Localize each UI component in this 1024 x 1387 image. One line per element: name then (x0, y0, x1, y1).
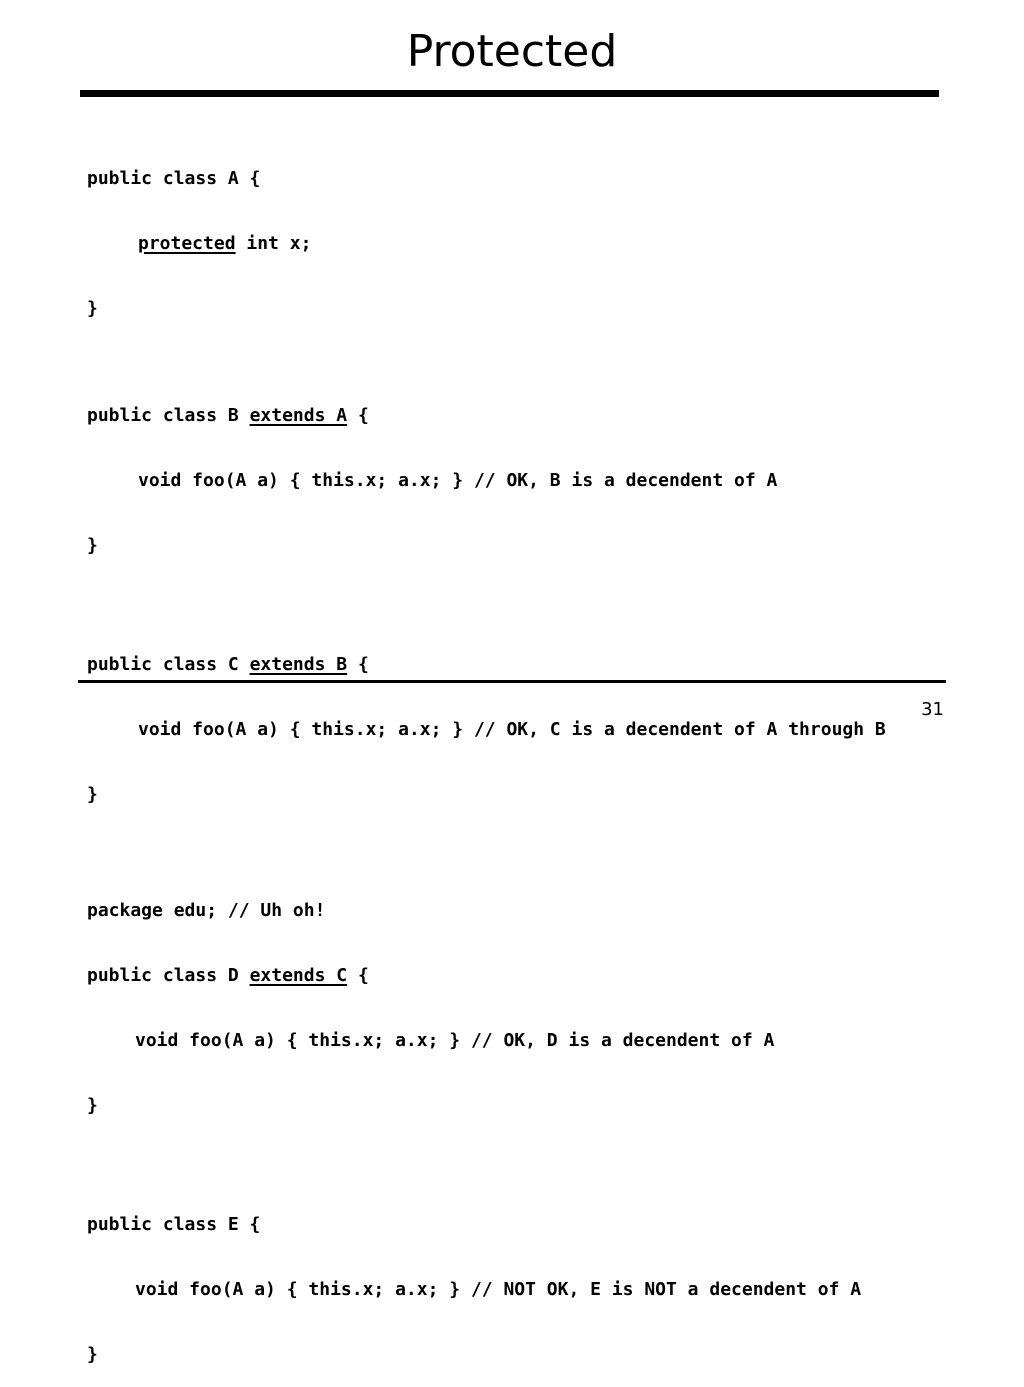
class-d-header-end: { (347, 965, 369, 986)
page-number: 31 (921, 699, 944, 720)
class-e-body: void foo(A a) { this.x; a.x; } // NOT OK, E is NOT a decendent of A (135, 1279, 862, 1300)
class-b-header-end: { (347, 405, 369, 426)
class-e-header: public class E { (87, 1214, 261, 1235)
class-b-header-start: public class B (87, 405, 250, 426)
class-a-header: public class A { (87, 168, 261, 189)
class-c-extends: extends B (249, 654, 348, 675)
class-d-header-start: public class D (87, 965, 250, 986)
class-a-field (87, 232, 1007, 255)
class-c-close: } (87, 784, 98, 805)
protected-keyword: protected (138, 233, 236, 254)
class-d-close: } (87, 1095, 98, 1116)
class-b-extends: extends A (249, 405, 348, 426)
package-declaration: package edu; // Uh oh! (87, 900, 326, 921)
class-d-extends: extends C (249, 965, 348, 986)
class-a-field-rest: int x; (235, 233, 312, 254)
class-c-header-end: { (347, 654, 369, 675)
class-d-header (87, 964, 1007, 987)
class-d-body: void foo(A a) { this.x; a.x; } // OK, D is a decendent of A (135, 1030, 775, 1051)
class-b-body: void foo(A a) { this.x; a.x; } // OK, B is a decendent of A (138, 470, 778, 491)
title-divider (80, 90, 939, 97)
code-block (87, 104, 1007, 1387)
class-c-header (87, 653, 1007, 676)
class-a-close: } (87, 298, 98, 319)
slide-title: Protected (406, 26, 618, 77)
class-e-close: } (87, 1344, 98, 1365)
footer-divider (78, 680, 946, 683)
class-b-close: } (87, 535, 98, 556)
class-c-header-start: public class C (87, 654, 250, 675)
class-c-body: void foo(A a) { this.x; a.x; } // OK, C is a decendent of A through B (138, 719, 886, 740)
class-b-header (87, 404, 1007, 427)
